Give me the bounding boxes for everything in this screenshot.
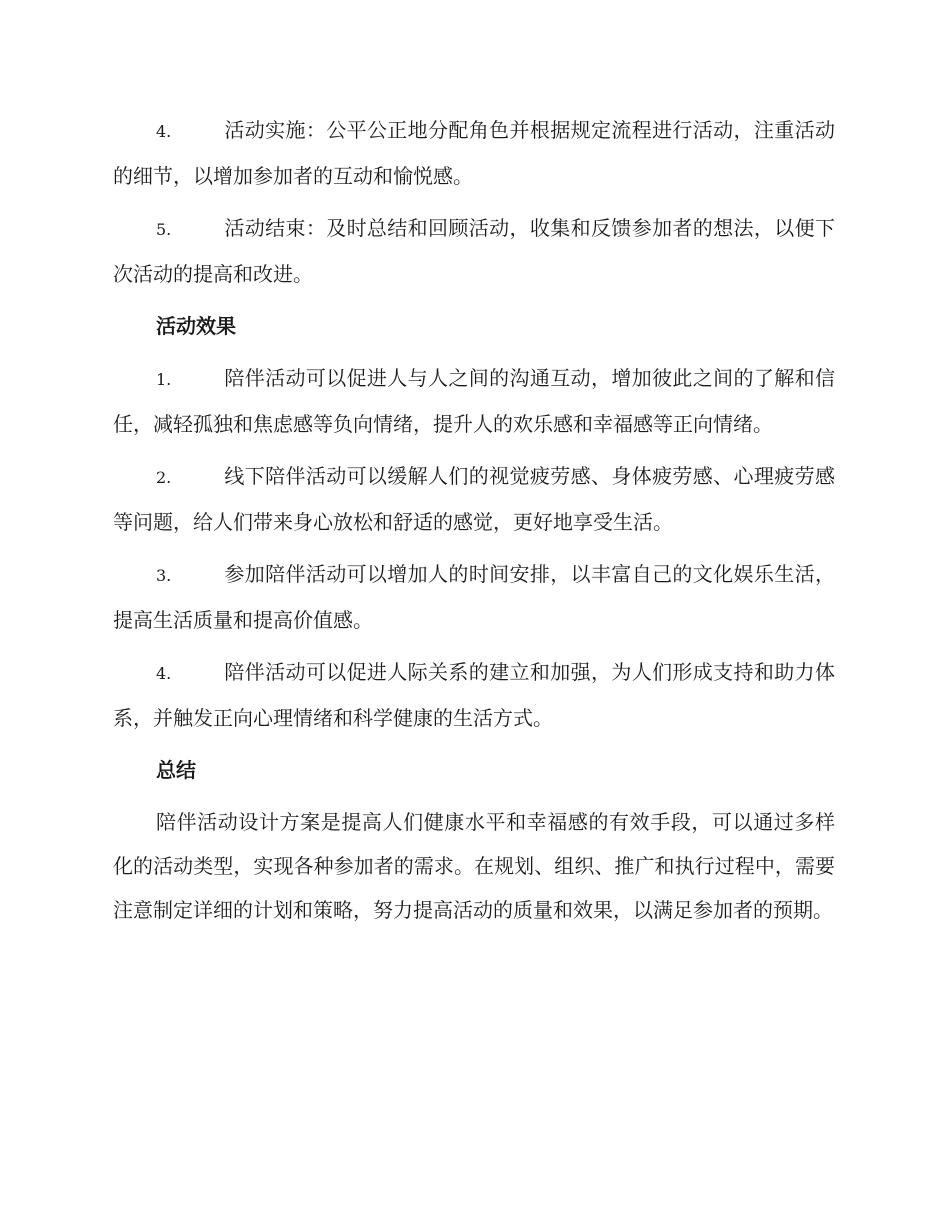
list-item-number: 3. bbox=[156, 566, 172, 585]
list-item-text: 线下陪伴活动可以缓解人们的视觉疲劳感、身体疲劳感、心理疲劳感等问题，给人们带来身心放松和舒适的感觉，更好地享受生活。 bbox=[113, 464, 835, 534]
list-item bbox=[113, 454, 835, 544]
list-item-number: 4. bbox=[156, 664, 172, 683]
list-item-text: 陪伴活动可以促进人与人之间的沟通互动，增加彼此之间的了解和信任，减轻孤独和焦虑感等负向情绪，提升人的欢乐感和幸福感等正向情绪。 bbox=[113, 366, 835, 436]
list-item-text: 活动结束：及时总结和回顾活动，收集和反馈参加者的想法，以便下次活动的提高和改进。 bbox=[113, 216, 835, 286]
section-heading-effects: 活动效果 bbox=[156, 314, 236, 338]
list-item bbox=[113, 206, 835, 296]
list-item bbox=[113, 356, 835, 446]
list-item bbox=[113, 650, 835, 740]
list-item bbox=[113, 552, 835, 642]
list-item bbox=[113, 108, 835, 198]
list-item-number: 4. bbox=[156, 122, 172, 141]
list-item-text: 活动实施：公平公正地分配角色并根据规定流程进行活动，注重活动的细节，以增加参加者的互动和愉悦感。 bbox=[113, 118, 835, 188]
list-item-number: 5. bbox=[156, 220, 172, 239]
list-item-text: 参加陪伴活动可以增加人的时间安排，以丰富自己的文化娱乐生活，提高生活质量和提高价值感。 bbox=[113, 562, 835, 632]
summary-paragraph: 陪伴活动设计方案是提高人们健康水平和幸福感的有效手段，可以通过多样化的活动类型，实现各种参加者的需求。在规划、组织、推广和执行过程中，需要注意制定详细的计划和策略，努力提高活动的质量和效果，以满足参加者的预期。 bbox=[113, 810, 835, 922]
list-item-number: 2. bbox=[156, 468, 172, 487]
section-heading-summary: 总结 bbox=[156, 758, 196, 782]
list-item-number: 1. bbox=[156, 370, 172, 389]
list-item-text: 陪伴活动可以促进人际关系的建立和加强，为人们形成支持和助力体系，并触发正向心理情绪和科学健康的生活方式。 bbox=[113, 660, 835, 730]
document-body bbox=[113, 108, 835, 932]
